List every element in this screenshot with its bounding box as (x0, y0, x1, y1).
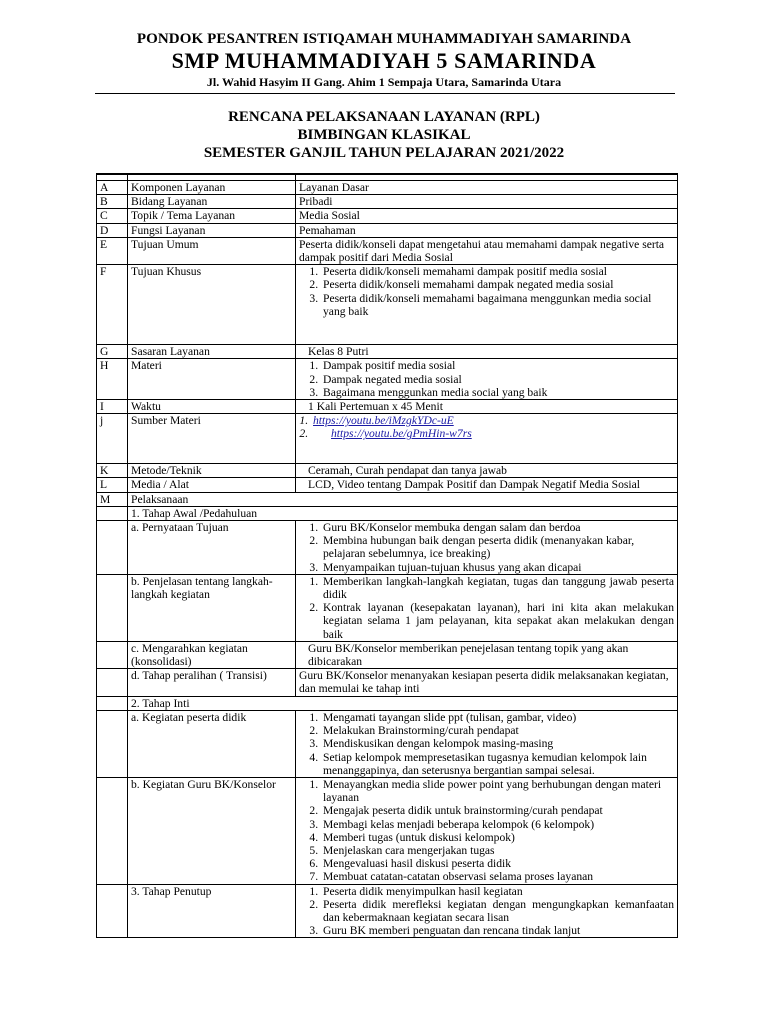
row-label: Komponen Layanan (128, 181, 296, 195)
row-letter: M (97, 492, 128, 506)
list-item: 1. Guru BK/Konselor membuka dengan salam dan berdoa (321, 521, 674, 534)
step-label: 3. Tahap Penutup (128, 884, 296, 938)
row-letter: I (97, 400, 128, 414)
header-divider (95, 93, 675, 94)
school-name: PONDOK PESANTREN ISTIQAMAH MUHAMMADIYAH SAMARINDA (136, 31, 632, 47)
source-link[interactable]: https://youtu.be/iMzgkYDc-uE (313, 414, 454, 428)
row-letter: K (97, 464, 128, 478)
list-item: 3. Menyampaikan tujuan-tujuan khusus yang akan dicapai (321, 561, 674, 574)
table-row (97, 223, 678, 237)
kegiatan-peserta-list (299, 711, 674, 777)
materi-list (299, 359, 674, 399)
step-label: c. Mengarahkan kegiatan (konsolidasi) (128, 641, 296, 668)
row-letter: E (97, 237, 128, 264)
row-value: Kelas 8 Putri (296, 345, 678, 359)
row-value: Ceramah, Curah pendapat dan tanya jawab (296, 464, 678, 478)
table-row (97, 492, 678, 506)
penjelasan-list (299, 575, 674, 641)
list-item: 1. Menayangkan media slide power point yang berhubungan dengan materi layanan (321, 778, 674, 804)
list-item (311, 414, 674, 427)
pernyataan-tujuan-list (299, 521, 674, 574)
step-label: a. Pernyataan Tujuan (128, 521, 296, 575)
row-value: Peserta didik/konseli dapat mengetahui atau memahami dampak negative serta dampak positif dari Media Sosial (296, 237, 678, 264)
table-row (97, 521, 678, 575)
table-row (97, 265, 678, 345)
row-label: Waktu (128, 400, 296, 414)
list-item: 3. Bagaimana menggunkan media social yang baik (321, 386, 674, 399)
step-value: Guru BK/Konselor menanyakan kesiapan peserta didik melaksanakan kegiatan, dan memulai ke tahap inti (296, 669, 678, 696)
list-item: 6. Mengevaluasi hasil diskusi peserta didik (321, 857, 674, 870)
row-label: Sasaran Layanan (128, 345, 296, 359)
list-item: 2. Peserta didik/konseli memahami dampak negated media sosial (321, 278, 674, 291)
step-value (296, 574, 678, 641)
list-item: 1. Dampak positif media sosial (321, 359, 674, 372)
row-letter: D (97, 223, 128, 237)
title-line-1: RENCANA PELAKSANAAN LAYANAN (RPL) (228, 109, 540, 125)
step-label: b. Penjelasan tentang langkah-langkah kegiatan (128, 574, 296, 641)
list-item: 1. Peserta didik menyimpulkan hasil kegiatan (321, 885, 674, 898)
school-address: Jl. Wahid Hasyim II Gang. Ahim 1 Sempaja Utara, Samarinda Utara (206, 75, 562, 89)
row-letter: H (97, 359, 128, 400)
row-label: Bidang Layanan (128, 195, 296, 209)
table-row (97, 574, 678, 641)
table-row (97, 777, 678, 884)
row-value: Layanan Dasar (296, 181, 678, 195)
row-letter: L (97, 478, 128, 492)
list-item: 3. Membagi kelas menjadi beberapa kelompok (6 kelompok) (321, 818, 674, 831)
step-value (296, 777, 678, 884)
list-item: 3. Mendiskusikan dengan kelompok masing-masing (321, 737, 674, 750)
row-label: Fungsi Layanan (128, 223, 296, 237)
table-row (97, 237, 678, 264)
table-row (97, 359, 678, 400)
row-label: Metode/Teknik (128, 464, 296, 478)
row-label: Pelaksanaan (128, 492, 678, 506)
list-item: 2. Peserta didik merefleksi kegiatan dengan mengungkapkan kemanfaatan dan kebermaknaan kegiatan secara lisan (321, 898, 674, 924)
step-value (296, 521, 678, 575)
table-row (97, 710, 678, 777)
table-row (97, 414, 678, 464)
table-row (97, 506, 678, 520)
list-item: 1. Memberikan langkah-langkah kegiatan, tugas dan tanggung jawab peserta didik (321, 575, 674, 601)
list-item: 4. Memberi tugas (untuk diskusi kelompok) (321, 831, 674, 844)
tujuan-khusus-list (299, 265, 674, 318)
list-item (311, 427, 674, 440)
table-row (97, 345, 678, 359)
table-row (97, 641, 678, 668)
list-item: 2. Melakukan Brainstorming/curah pendapat (321, 724, 674, 737)
kegiatan-guru-list (299, 778, 674, 884)
step-value: Guru BK/Konselor memberikan penejelasan tentang topik yang akan dibicarakan (296, 641, 678, 668)
row-value: Pemahaman (296, 223, 678, 237)
table-row (97, 209, 678, 223)
list-item: 1. Mengamati tayangan slide ppt (tulisan, gambar, video) (321, 711, 674, 724)
row-label: Sumber Materi (128, 414, 296, 464)
step-label: d. Tahap peralihan ( Transisi) (128, 669, 296, 696)
table-row (97, 669, 678, 696)
row-value (296, 359, 678, 400)
list-item: 2. Kontrak layanan (kesepakatan layanan), hari ini kita akan melakukan kegiatan selama 1 jam pelayanan, kita sepakat akan melakukan dengan baik (321, 601, 674, 641)
source-link[interactable]: https://youtu.be/gPmHin-w7rs (331, 427, 472, 441)
row-label: Media / Alat (128, 478, 296, 492)
step-value (296, 710, 678, 777)
table-row (97, 195, 678, 209)
stage-heading: 1. Tahap Awal /Pedahuluan (128, 506, 678, 520)
row-letter: C (97, 209, 128, 223)
table-row (97, 696, 678, 710)
table-row (97, 464, 678, 478)
row-label: Tujuan Umum (128, 237, 296, 264)
table-row (97, 884, 678, 938)
title-line-2: BIMBINGAN KLASIKAL (297, 127, 471, 143)
list-item: 5. Menjelaskan cara mengerjakan tugas (321, 844, 674, 857)
row-label: Materi (128, 359, 296, 400)
table-row (97, 181, 678, 195)
title-line-3: SEMESTER GANJIL TAHUN PELAJARAN 2021/2022 (203, 145, 565, 161)
sumber-materi-list (299, 414, 674, 440)
row-value: Pribadi (296, 195, 678, 209)
list-item: 3. Peserta didik/konseli memahami bagaimana menggunkan media social yang baik (321, 292, 674, 318)
step-label: b. Kegiatan Guru BK/Konselor (128, 777, 296, 884)
row-letter: F (97, 265, 128, 345)
row-value (296, 414, 678, 464)
row-value: LCD, Video tentang Dampak Positif dan Dampak Negatif Media Sosial (296, 478, 678, 492)
letterhead (96, 30, 672, 91)
row-label: Topik / Tema Layanan (128, 209, 296, 223)
row-letter: j (97, 414, 128, 464)
table-row (97, 478, 678, 492)
stage-heading: 2. Tahap Inti (128, 696, 678, 710)
row-value: Media Sosial (296, 209, 678, 223)
list-item: 7. Membuat catatan-catatan observasi selama proses layanan (321, 870, 674, 883)
document-title (96, 108, 672, 162)
list-item: 3. Guru BK memberi penguatan dan rencana tindak lanjut (321, 924, 674, 937)
row-value (296, 265, 678, 345)
list-item: 2. Dampak negated media sosial (321, 373, 674, 386)
smp-name: SMP MUHAMMADIYAH 5 SAMARINDA (171, 48, 597, 73)
table-row (97, 400, 678, 414)
row-label: Tujuan Khusus (128, 265, 296, 345)
list-item: 1. Peserta didik/konseli memahami dampak positif media sosial (321, 265, 674, 278)
step-label: a. Kegiatan peserta didik (128, 710, 296, 777)
row-value: 1 Kali Pertemuan x 45 Menit (296, 400, 678, 414)
list-item: 4. Setiap kelompok mempresetasikan tugasnya kemudian kelompok lain menanggapinya, dan seterusnya bergantian sampai selesai. (321, 751, 674, 777)
step-value (296, 884, 678, 938)
rpl-table (96, 173, 678, 938)
list-item: 2. Mengajak peserta didik untuk brainstorming/curah pendapat (321, 804, 674, 817)
row-letter: B (97, 195, 128, 209)
list-item: 2. Membina hubungan baik dengan peserta didik (menanyakan kabar, pelajaran sebelumnya, ice breaking) (321, 534, 674, 560)
row-letter: G (97, 345, 128, 359)
row-letter: A (97, 181, 128, 195)
tahap-penutup-list (299, 885, 674, 938)
